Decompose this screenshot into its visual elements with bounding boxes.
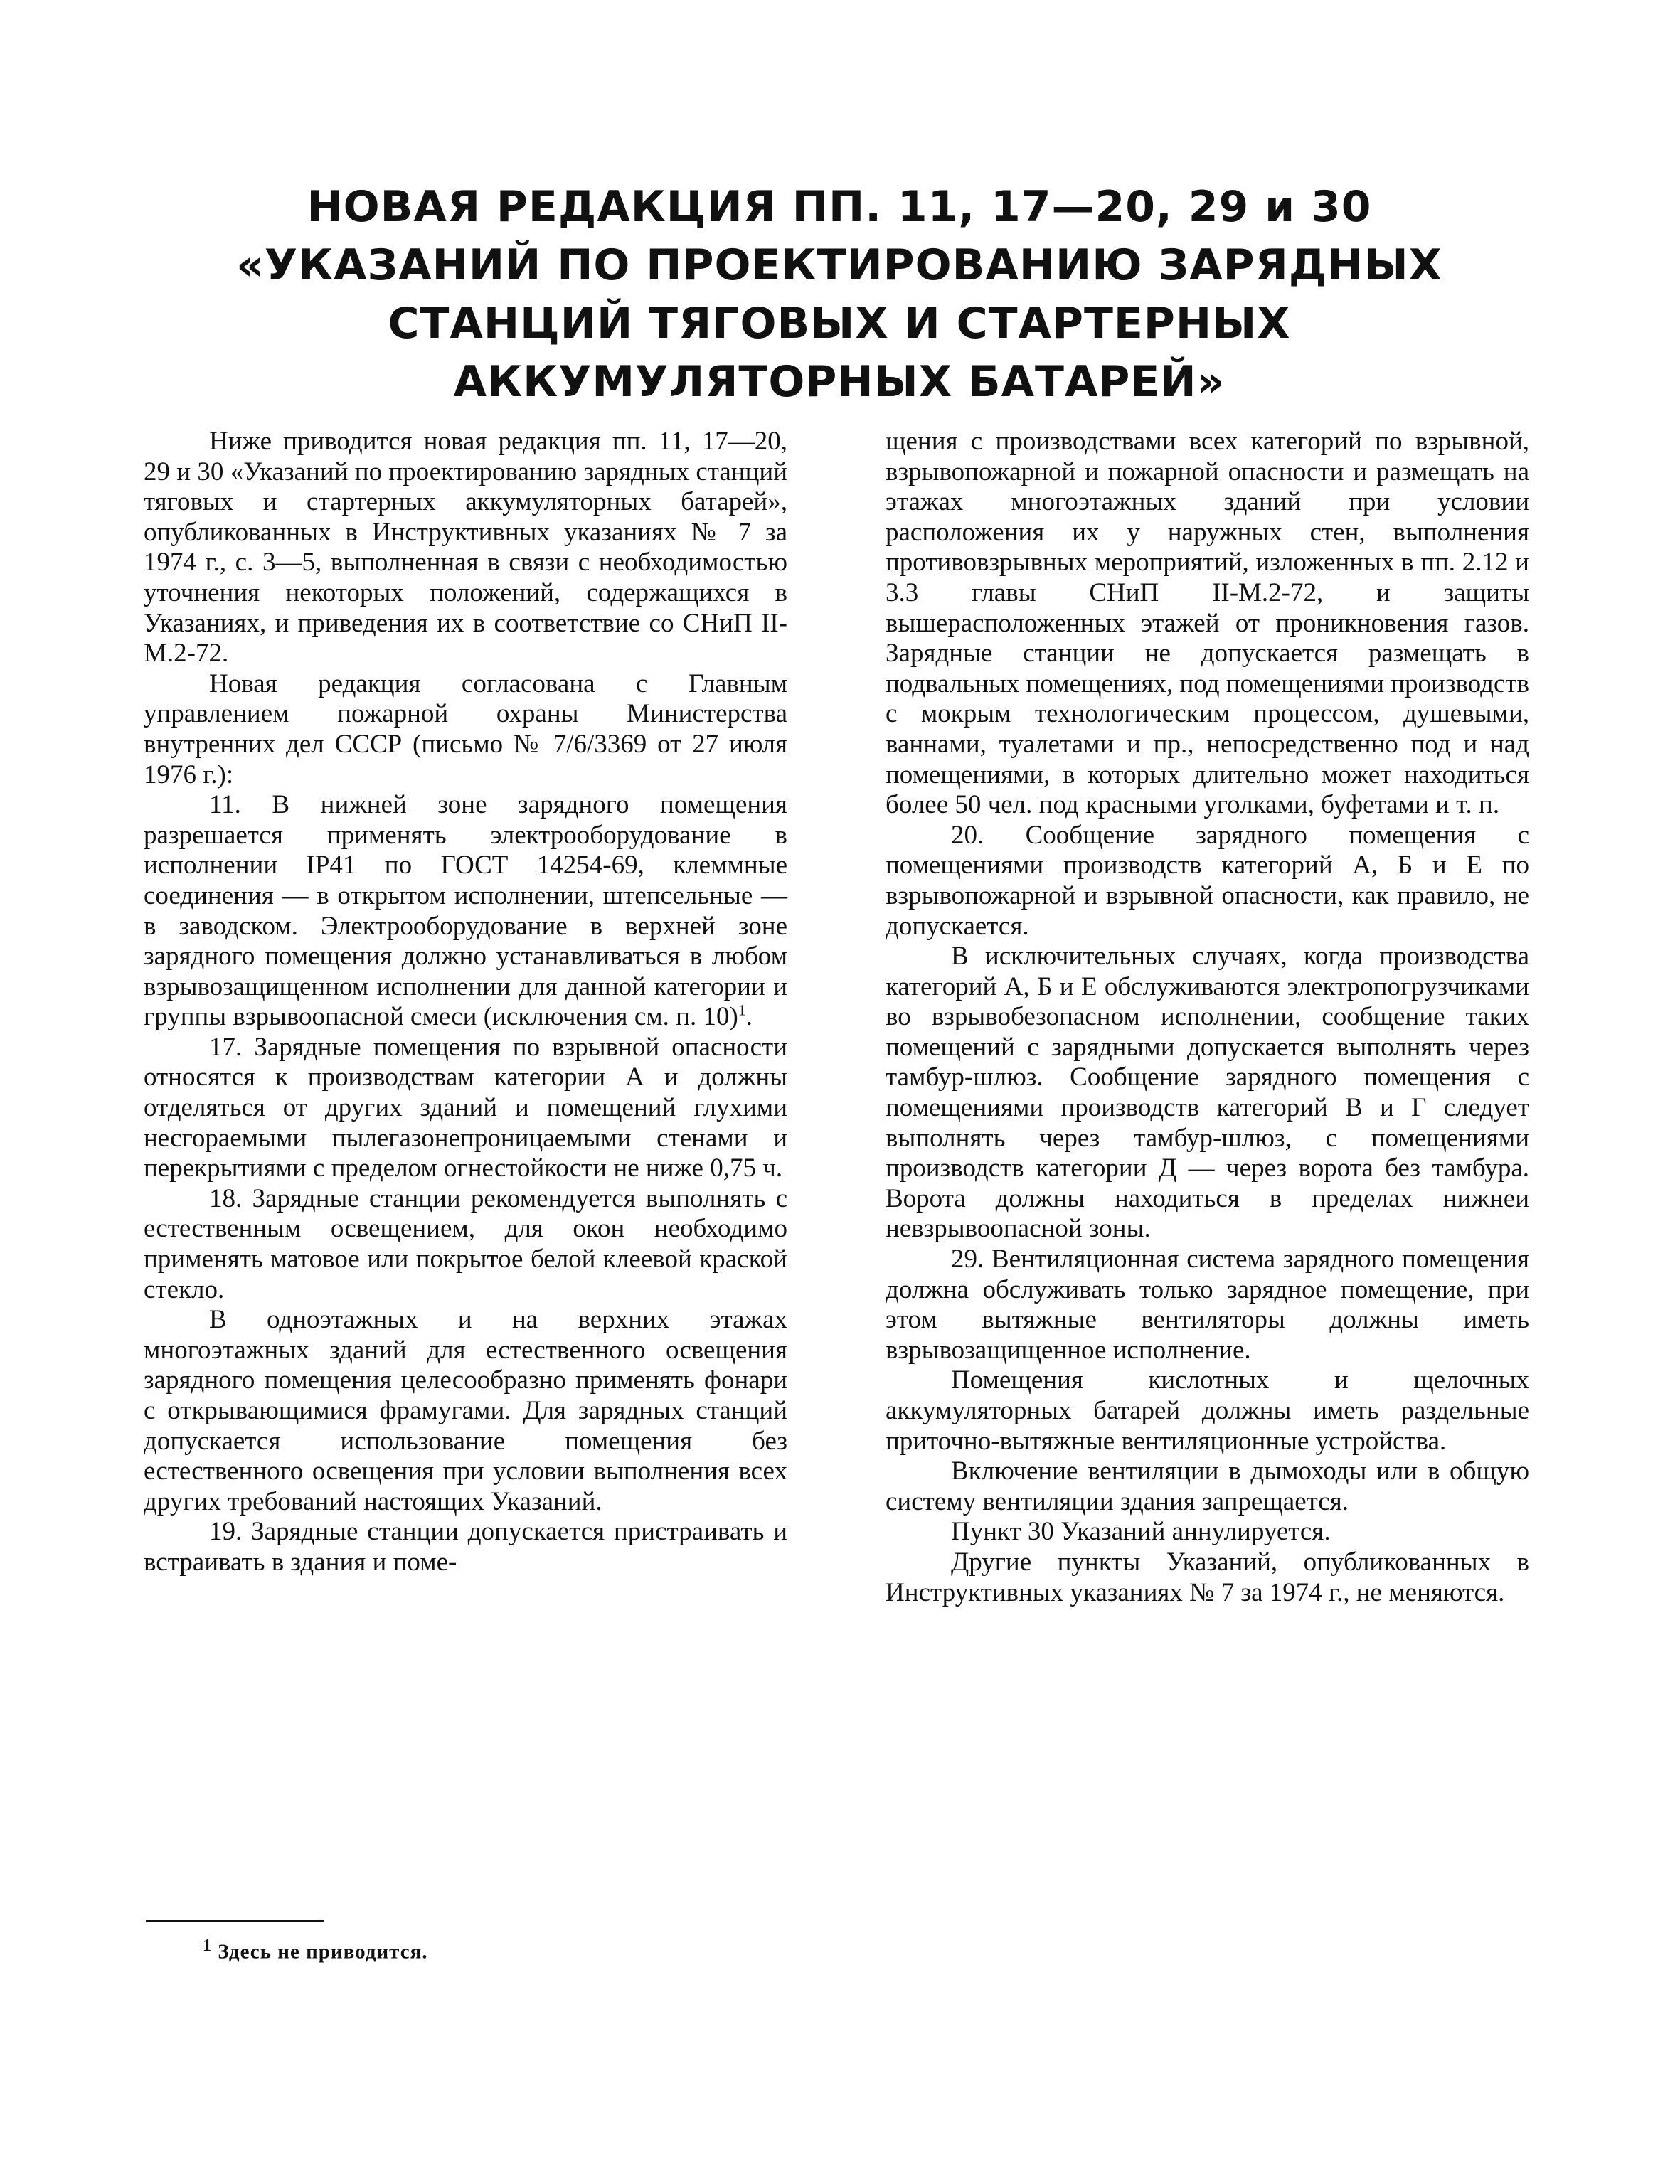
title-line: НОВАЯ РЕДАКЦИЯ ПП. 11, 17—20, 29 и 30 (307, 182, 1372, 232)
clause-20: 20. Сообщение зарядного помещения с помещениями производств категорий А, Б и Е по взрывопожарной и взрывной опасности, как правило, не допускается. (886, 820, 1529, 941)
title-line: СТАНЦИЙ ТЯГОВЫХ И СТАРТЕРНЫХ (388, 299, 1291, 348)
footnote-divider (146, 1920, 324, 1922)
clause-18: 18. Зарядные станции рекомендуется выполнять с естественным освещением, для окон необходимо применять матовое или покрытое белой клеевой краской стекло. (144, 1183, 787, 1304)
clause-19-continued: щения с производствами всех категорий по взрывной, взрывопожарной и пожарной опасности и размещать на этажах многоэтажных зданий при условии расположения их у наружных стен, выполнения противовзрывных мероприятий, изложенных в пп. 2.12 и 3.3 главы СНиП II-М.2-72, и защиты вышерасположенных этажей от проникновения газов. Зарядные станции не допускается размещать в подвальных помещениях, под помещениями производств с мокрым технологическим процессом, душевыми, ваннами, туалетами и пр., непосредственно под и над помещениями, в которых длительно может находиться более 50 чел. под красными уголками, буфетами и т. п. (886, 427, 1530, 820)
left-column (144, 427, 787, 1578)
right-column (886, 427, 1529, 1608)
footnote-mark: 1 (203, 1936, 213, 1955)
footnote (203, 1936, 428, 1964)
clause-11-end: . (745, 1002, 753, 1032)
clause-20-continued: В исключительных случаях, когда производства категорий А, Б и Е обслуживаются электропогрузчиками во взрывобезопасном исполнении, сообщение таких помещений с зарядными допускается выполнять через тамбур-шлюз. Сообщение зарядного помещения с помещениями производств категорий В и Г следует выполнять через тамбур-шлюз, с помещениями производств категории Д — через ворота без тамбура. Ворота должны находиться в пределах нижнеи невзрывоопасной зоны. (886, 942, 1529, 1244)
clause-30: Пункт 30 Указаний аннулируется. (951, 1517, 1331, 1547)
clause-11-text: 11. В нижней зоне зарядного помещения разрешается применять электрооборудование в исполнении IP41 по ГОСТ 14254-69, клеммные соединения — в открытом исполнении, штепсельные — в заводском. Электрооборудование в верхней зоне зарядного помещения должно устанавливаться в любом взрывозащищенном исполнении для данной категории и группы взрывоопасной смеси (исключения см. п. 10) (144, 790, 787, 1032)
intro-paragraph: Ниже приводится новая редакция пп. 11, 17—20, 29 и 30 «Указаний по проектированию зарядных станций тяговых и стартерных аккумуляторных батарей», опубликованных в Инструктивных указаниях № 7 за 1974 г., с. 3—5, выполненная в связи с необходимостью уточнения некоторых положений, содержащихся в Указаниях, и приведения их в соответствие со СНиП II-М.2-72. (144, 427, 787, 668)
clause-29-batteries: Помещения кислотных и щелочных аккумуляторных батарей должны иметь раздельные приточно-вытяжные вентиляционные устройства. (886, 1365, 1529, 1456)
agreement-paragraph: Новая редакция согласована с Главным управлением пожарной охраны Министерства внутренних дел СССР (письмо № 7/6/3369 от 27 июля 1976 г.): (144, 668, 787, 789)
clause-29-chimneys: Включение вентиляции в дымоходы или в общую систему вентиляции здания запрещается. (886, 1456, 1529, 1516)
title-line: «УКАЗАНИЙ ПО ПРОЕКТИРОВАНИЮ ЗАРЯДНЫХ (236, 240, 1442, 290)
closing-paragraph: Другие пункты Указаний, опубликованных в Инструктивных указаниях № 7 за 1974 г., не меняются. (886, 1547, 1529, 1607)
clause-29: 29. Вентиляционная система зарядного помещения должна обслуживать только зарядное помещение, при этом вытяжные вентиляторы должны иметь взрывозащищенное исполнение. (886, 1245, 1529, 1365)
clause-18-continued: В одноэтажных и на верхних этажах многоэтажных зданий для естественного освещения зарядного помещения целесообразно применять фонари с открывающимися фрамугами. Для зарядных станций допускается использование помещения без естественного освещения при условии выполнения всех других требований настоящих Указаний. (144, 1305, 787, 1516)
clause-19-start: 19. Зарядные станции допускается пристраивать и встраивать в здания и поме- (144, 1517, 787, 1577)
clause-17: 17. Зарядные помещения по взрывной опасности относятся к производствам категории А и должны отделяться от других зданий и помещений глухими несгораемыми пылегазонепроницаемыми стенами и перекрытиями с пределом огнестойкости не ниже 0,75 ч. (144, 1032, 787, 1183)
document-title (213, 178, 1465, 411)
footnote-reference: 1 (738, 1001, 746, 1019)
title-line: АККУМУЛЯТОРНЫХ БАТАРЕЙ» (453, 357, 1226, 407)
footnote-text: Здесь не приводится. (218, 1940, 428, 1964)
clause-11 (144, 790, 787, 1033)
